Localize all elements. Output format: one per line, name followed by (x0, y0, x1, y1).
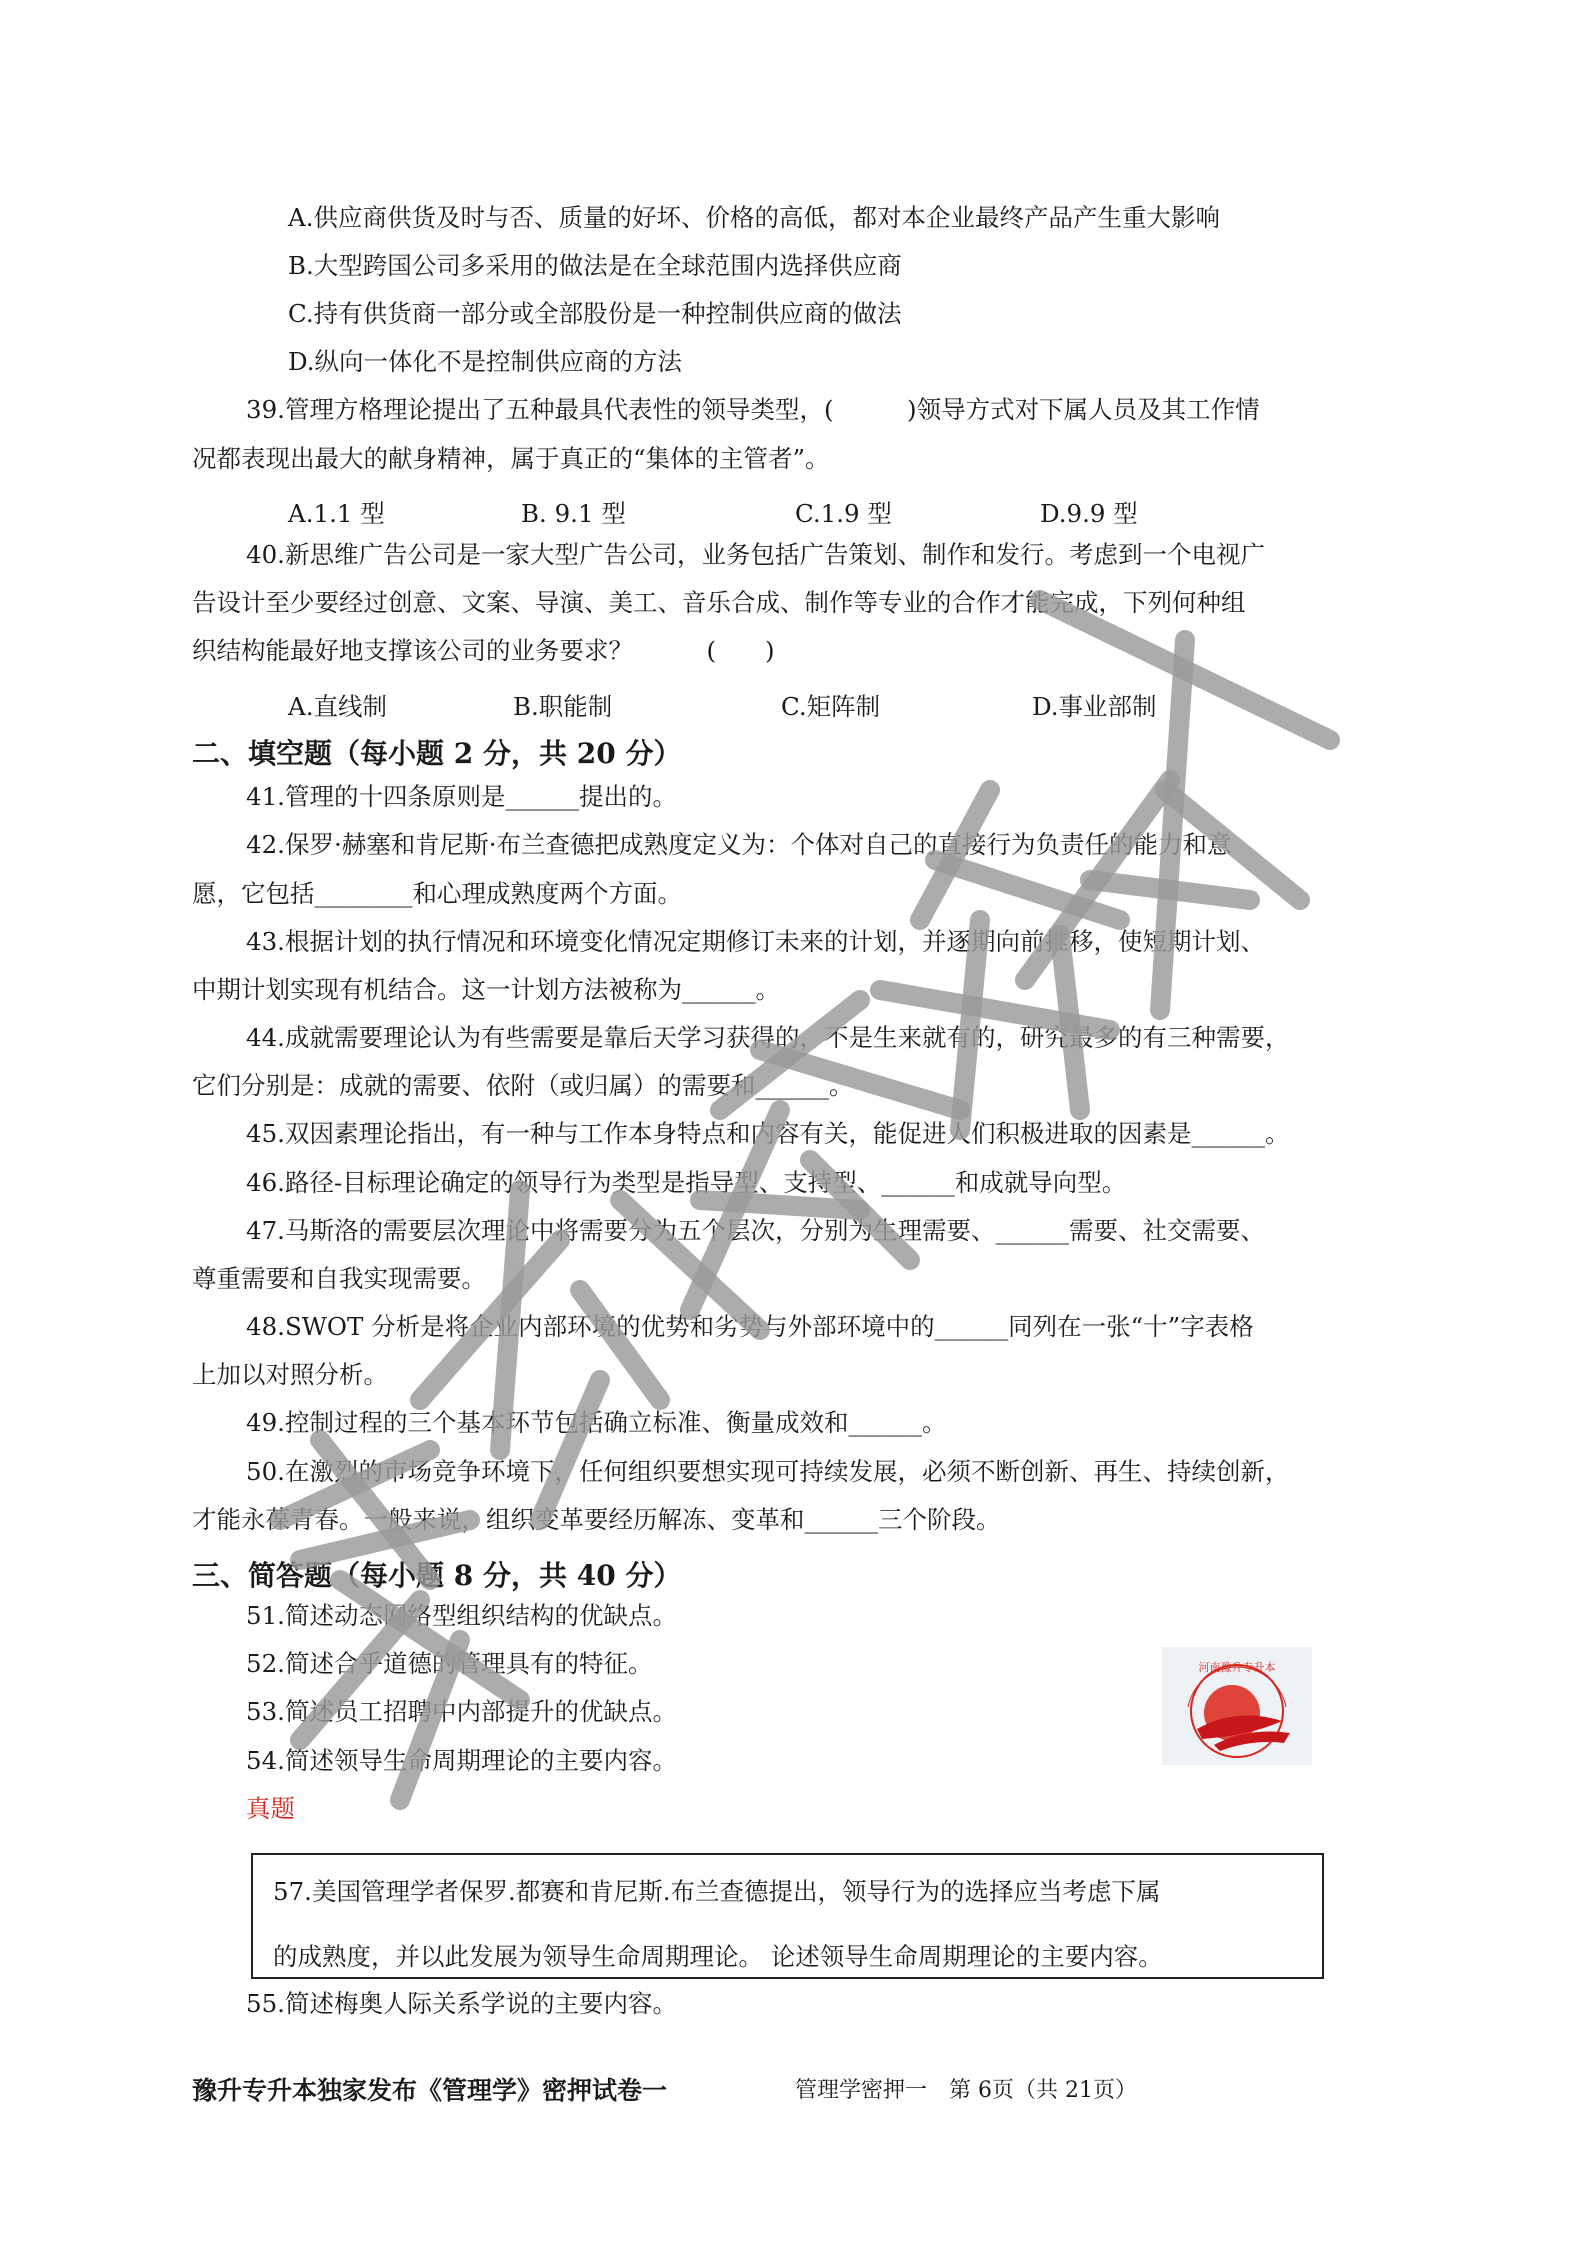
q39-option-a: A.1.1 型 (288, 499, 385, 528)
question-45: 45.双因素理论指出，有一种与工作本身特点和内容有关，能促进人们积极进取的因素是______。 (246, 1119, 1290, 1148)
q40-option-b: B.职能制 (513, 692, 613, 721)
section-heading-short-answer: 三、简答题（每小题 8 分，共 40 分） (192, 1559, 682, 1592)
question-40-cont2: 织结构能最好地支撑该公司的业务要求？ ( ) (192, 636, 775, 665)
question-52: 52.简述合乎道德的管理具有的特征。 (246, 1649, 653, 1678)
q39-option-b: B. 9.1 型 (521, 499, 626, 528)
question-40: 40.新思维广告公司是一家大型广告公司，业务包括广告策划、制作和发行。考虑到一个电视广 (246, 540, 1265, 569)
publisher-logo (1162, 1647, 1312, 1765)
option-d-text: D.纵向一体化不是控制供应商的方法 (288, 347, 683, 376)
option-a-text: A.供应商供货及时与否、质量的好坏、价格的高低，都对本企业最终产品产生重大影响 (288, 203, 1220, 232)
question-51: 51.简述动态网络型组织结构的优缺点。 (246, 1601, 677, 1630)
real-exam-question-line2: 的成熟度，并以此发展为领导生命周期理论。 论述领导生命周期理论的主要内容。 (273, 1942, 1163, 1971)
question-41: 41.管理的十四条原则是______提出的。 (246, 782, 677, 811)
question-42-cont: 愿，它包括________和心理成熟度两个方面。 (192, 879, 682, 908)
question-46: 46.路径-目标理论确定的领导行为类型是指导型、支持型、______和成就导向型。 (246, 1168, 1127, 1197)
q40-option-d: D.事业部制 (1032, 692, 1157, 721)
question-55: 55.简述梅奥人际关系学说的主要内容。 (246, 1989, 677, 2018)
footer-publisher: 豫升专升本独家发布《管理学》密押试卷一 (192, 2076, 668, 2105)
question-48: 48.SWOT 分析是将企业内部环境的优势和劣势与外部环境中的______同列在一张“十”字表格 (246, 1312, 1254, 1341)
question-48-cont: 上加以对照分析。 (192, 1360, 388, 1389)
section-heading-fill-blank: 二、填空题（每小题 2 分，共 20 分） (192, 737, 682, 770)
question-47-cont: 尊重需要和自我实现需要。 (192, 1264, 486, 1293)
real-exam-question-box (251, 1853, 1324, 1979)
question-39-cont: 况都表现出最大的献身精神，属于真正的“集体的主管者”。 (192, 444, 830, 473)
question-49: 49.控制过程的三个基本环节包括确立标准、衡量成效和______。 (246, 1408, 947, 1437)
question-43: 43.根据计划的执行情况和环境变化情况定期修订未来的计划，并逐期向前推移，使短期计划、 (246, 927, 1265, 956)
question-54: 54.简述领导生命周期理论的主要内容。 (246, 1746, 677, 1775)
question-39: 39.管理方格理论提出了五种最具代表性的领导类型，( )领导方式对下属人员及其工作情 (246, 395, 1260, 424)
q39-option-c: C.1.9 型 (795, 499, 892, 528)
question-40-cont1: 告设计至少要经过创意、文案、导演、美工、音乐合成、制作等专业的合作才能完成，下列何种组 (192, 588, 1246, 617)
q40-option-c: C.矩阵制 (781, 692, 881, 721)
q39-option-d: D.9.9 型 (1040, 499, 1138, 528)
real-exam-label: 真题 (246, 1794, 295, 1823)
question-47: 47.马斯洛的需要层次理论中将需要分为五个层次，分别为生理需要、______需要、社交需要、 (246, 1216, 1265, 1245)
real-exam-question-line1: 57.美国管理学者保罗.都赛和肯尼斯.布兰查德提出，领导行为的选择应当考虑下属 (273, 1877, 1161, 1906)
question-44: 44.成就需要理论认为有些需要是靠后天学习获得的，不是生来就有的，研究最多的有三种需要， (246, 1023, 1290, 1052)
option-c-text: C.持有供货商一部分或全部股份是一种控制供应商的做法 (288, 299, 902, 328)
question-43-cont: 中期计划实现有机结合。这一计划方法被称为______。 (192, 975, 780, 1004)
question-50: 50.在激烈的市场竞争环境下，任何组织要想实现可持续发展，必须不断创新、再生、持续创新， (246, 1457, 1290, 1486)
option-b-text: B.大型跨国公司多采用的做法是在全球范围内选择供应商 (288, 251, 902, 280)
footer-page-number: 管理学密押一 第 6页（共 21页） (795, 2078, 1137, 2103)
question-53: 53.简述员工招聘中内部提升的优缺点。 (246, 1697, 677, 1726)
q40-option-a: A.直线制 (288, 692, 387, 721)
question-44-cont: 它们分别是：成就的需要、依附（或归属）的需要和______。 (192, 1071, 854, 1100)
question-50-cont: 才能永葆青春。一般来说，组织变革要经历解冻、变革和______三个阶段。 (192, 1505, 1001, 1534)
svg-text:河南豫升专升本: 河南豫升专升本 (1198, 1661, 1276, 1674)
question-42: 42.保罗·赫塞和肯尼斯·布兰查德把成熟度定义为：个体对自己的直接行为负责任的能力和意 (246, 830, 1232, 859)
